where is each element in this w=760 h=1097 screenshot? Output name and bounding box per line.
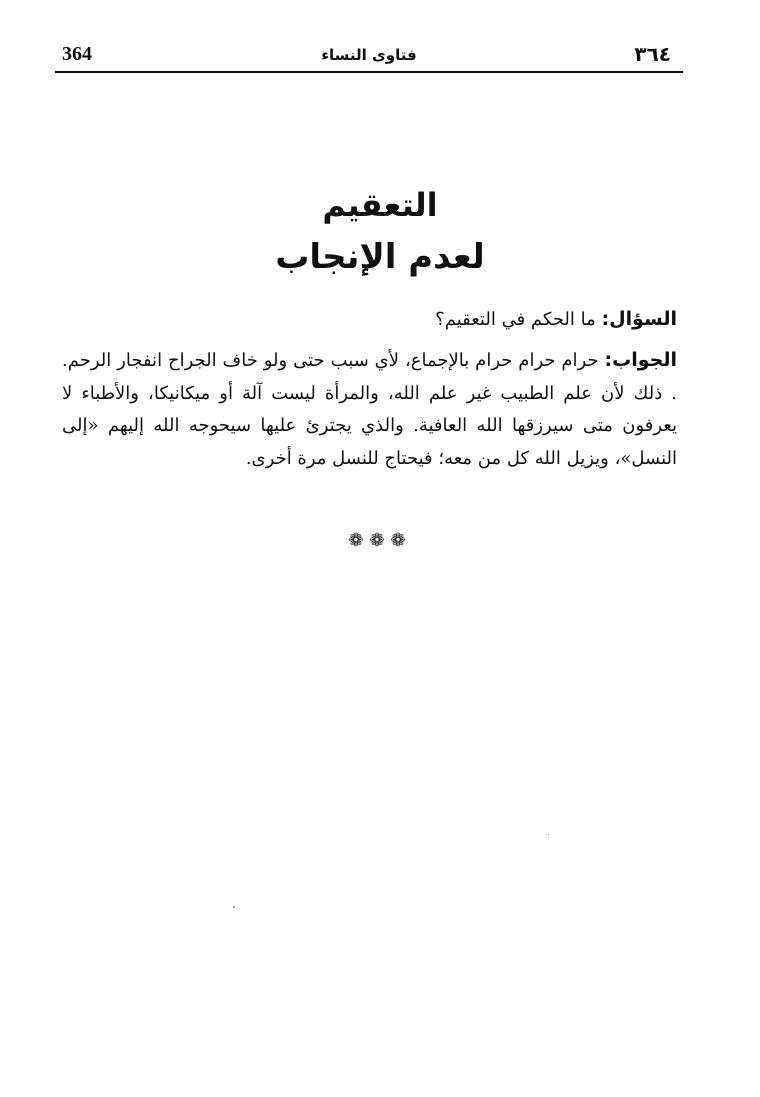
chapter-title-line-2: لعدم الإنجاب [275,237,485,277]
page-header [55,42,683,70]
answer-label: الجواب: [604,349,677,371]
chapter-title-line-1: التعقيم [322,186,438,224]
running-title: فتاوى النساء [321,46,417,64]
scan-speck [233,906,235,908]
answer-text: حرام حرام حرام بالإجماع، لأي سبب حتى ولو خاف الجراح انفجار الرحم. . ذلك لأن علم الطبيب غير علم الله، والمرأة ليست آلة أو ميكانيكا، والأطباء لا يعرفون متى سيرزقها الله العافية. والذي يجترئ عليها سيحوجه الله إليهم «إلى النسل»، ويزيل الله كل من معه؛ فيحتاج للنسل مرة أخرى. [62,350,677,469]
page-number-arabic: ٣٦٤ [634,42,671,66]
header-rule [55,71,683,73]
answer-paragraph [62,344,677,475]
question-text: ما الحكم في التعقيم؟ [435,309,602,330]
question-label: السؤال: [601,308,677,330]
question-paragraph [62,302,677,337]
page-number-latin: 364 [62,43,92,65]
section-separator-ornament: ❁❁❁ [348,530,412,551]
scan-speck [548,834,549,835]
